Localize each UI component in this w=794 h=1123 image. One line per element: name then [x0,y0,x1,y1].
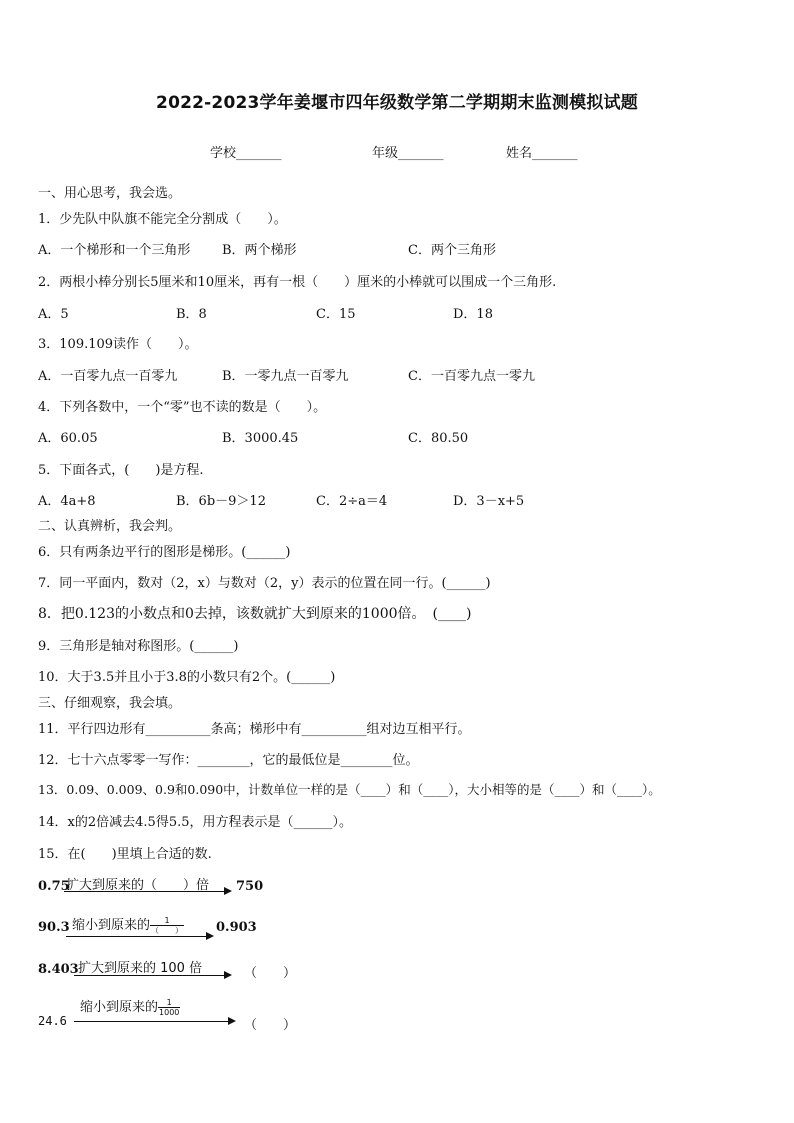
q1-option-a: A．一个梯形和一个三角形 [38,243,191,258]
question-13: 13．0.09、0.009、0.9和0.090中，计数单位一样的是（____）和（____），大小相等的是（____）和（____）。 [38,782,661,797]
r1-right-value: 750 [236,879,264,894]
r1-arrow [64,891,230,892]
q2-option-a: A．5 [38,307,69,322]
q1-option-c: C．两个三角形 [408,243,496,258]
question-14: 14．x的2倍减去4.5得5.5，用方程表示是（______）。 [38,815,352,830]
question-7: 7．同一平面内，数对（2，x）与数对（2，y）表示的位置在同一行。(______) [38,576,491,591]
q3-option-b: B．一零九点一百零九 [222,369,349,384]
question-12: 12．七十六点零零一写作：________，它的最低位是________位。 [38,753,419,768]
question-1: 1．少先队中队旗不能完全分割成（ ）。 [38,212,287,227]
r4-fraction-den: 1000 [159,1008,180,1017]
q3-option-c: C．一百零九点一零九 [408,369,535,384]
r4-fraction-num: 1 [158,998,180,1008]
r4-left-value: 24.6 [38,1014,67,1028]
r2-arrow-label [72,914,184,935]
grade-field: 年级_______ [372,146,444,161]
r3-left-value: 8.403 [38,962,79,977]
r4-arrow-label [80,996,180,1017]
r2-fraction-num: 1 [150,916,184,926]
r2-right-value: 0.903 [216,920,257,935]
r2-fraction-den: （ ） [151,926,184,935]
q4-option-b: B．3000.45 [222,431,299,446]
q1-option-b: B．两个梯形 [222,243,297,258]
name-field: 姓名_______ [506,146,578,161]
r1-left-value: 0.75 [38,879,70,894]
q5-option-a: A．4a+8 [38,494,96,509]
r2-fraction [150,916,184,935]
question-11: 11．平行四边形有__________条高；梯形中有__________组对边互相平行。 [38,722,471,737]
q2-option-b: B．8 [176,307,207,322]
r4-arrow [74,1021,234,1022]
question-6: 6．只有两条边平行的图形是梯形。(______) [38,545,291,560]
q5-option-b: B．6b－9＞12 [176,494,266,509]
question-2: 2．两根小棒分别长5厘米和10厘米，再有一根（ ）厘米的小棒就可以围成一个三角形. [38,275,557,290]
question-8: 8．把0.123的小数点和0去掉，该数就扩大到原来的1000倍。 (____) [38,606,472,622]
r2-left-value: 90.3 [38,920,70,935]
q4-option-c: C．80.50 [408,431,469,446]
question-4: 4．下列各数中，一个“零”也不读的数是（ ）。 [38,400,327,415]
school-field: 学校_______ [210,146,282,161]
question-15: 15．在( )里填上合适的数. [38,847,212,862]
r1-arrow-label: 扩大到原来的（ ）倍 [66,878,210,893]
q5-option-d: D．3－x+5 [453,494,525,509]
r2-label-text: 缩小到原来的 [72,918,151,933]
r4-right-blank: （ ） [244,1018,297,1033]
r3-arrow-label: 扩大到原来的 100 倍 [78,961,203,976]
section-2-heading: 二、认真辨析，我会判。 [38,519,182,534]
r3-right-blank: （ ） [244,966,297,981]
question-5: 5．下面各式，( )是方程. [38,463,204,478]
r4-label-text: 缩小到原来的 [80,1000,159,1015]
q3-option-a: A．一百零九点一百零九 [38,369,178,384]
r2-arrow [66,936,212,937]
q4-option-a: A．60.05 [38,431,98,446]
q2-option-d: D．18 [453,307,493,322]
r4-fraction [158,998,180,1017]
question-3: 3．109.109读作（ ）。 [38,337,198,352]
r3-arrow [74,975,230,976]
question-9: 9．三角形是轴对称图形。(______) [38,639,239,654]
question-10: 10．大于3.5并且小于3.8的小数只有2个。(______) [38,670,336,685]
q2-option-c: C．15 [316,307,356,322]
section-3-heading: 三、仔细观察，我会填。 [38,696,182,711]
section-1-heading: 一、用心思考，我会选。 [38,186,182,201]
page-title: 2022-2023学年姜堰市四年级数学第二学期期末监测模拟试题 [156,93,638,113]
q5-option-c: C．2÷a＝4 [316,494,388,509]
